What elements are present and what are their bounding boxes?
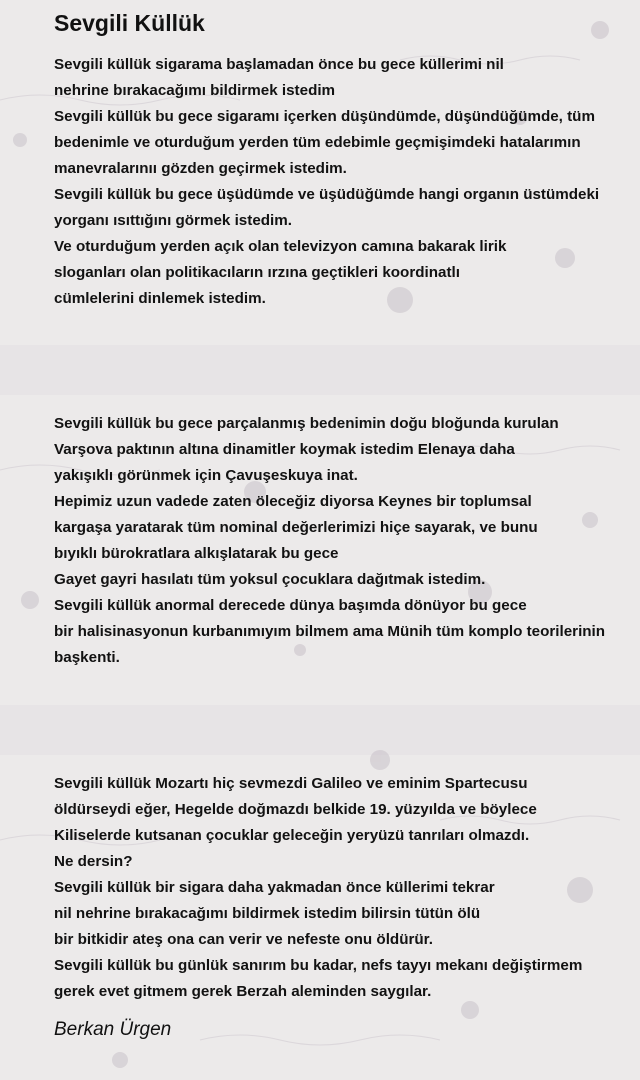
poem-line: Sevgili küllük bir sigara daha yakmadan önce küllerimi tekrar [54,879,495,896]
poem-line: yakışıklı görünmek için Çavuşeskuya inat. [54,467,358,484]
poem-line: sloganları olan politikacıların ırzına geçtikleri koordinatlı [54,264,460,281]
poem-line: öldürseydi eğer, Hegelde doğmazdı belkide 19. yüzyılda ve böylece [54,801,537,818]
poem-line: Sevgili küllük anormal derecede dünya başımda dönüyor bu gece [54,597,527,614]
poem-line: gerek evet gitmem gerek Berzah aleminden saygılar. [54,983,432,1000]
poem-line: Sevgili küllük bu gece parçalanmış bedenimin doğu bloğunda kurulan [54,415,559,432]
poem-line: Kiliselerde kutsanan çocuklar geleceğin yeryüzü tanrıları olmazdı. [54,827,530,844]
stanza-2 [54,411,605,671]
poem-line: bir bitkidir ateş ona can verir ve nefeste onu öldürür. [54,931,433,948]
stanza-1 [54,52,599,312]
poem-line: Varşova paktının altına dinamitler koymak istedim Elenaya daha [54,441,515,458]
poem-line: nehrine bırakacağımı bildirmek istedim [54,82,336,99]
poem-line: bedenimle ve oturduğum yerden tüm edebimle geçmişimdeki hatalarımın [54,134,581,151]
poem-line: Sevgili küllük Mozartı hiç sevmezdi Galileo ve eminim Spartecusu [54,775,528,792]
poem-line: bıyıklı bürokratlara alkışlatarak bu gece [54,545,339,562]
poem-line: nil nehrine bırakacağımı bildirmek istedim bilirsin tütün ölü [54,905,481,922]
stanza-3 [54,771,582,1005]
poem-line: cümlelerini dinlemek istedim. [54,290,266,307]
poem-line: Sevgili küllük bu gece sigaramı içerken düşündümde, düşündüğümde, tüm [54,108,595,125]
poem-title: Sevgili Küllük [54,10,205,36]
poem-line: Ve oturduğum yerden açık olan televizyon camına bakarak lirik [54,238,507,255]
poem-line: Sevgili küllük bu gece üşüdümde ve üşüdüğümde hangi organın üstümdeki [54,186,600,203]
poem-line: bir halisinasyonun kurbanımıyım bilmem ama Münih tüm komplo teorilerinin [54,623,606,640]
poem-line: yorganı ısıttığını görmek istedim. [54,212,292,229]
poem-line: Sevgili küllük sigarama başlamadan önce bu gece küllerimi nil [54,56,504,73]
poem-line: Ne dersin? [54,853,133,870]
poem-line: kargaşa yaratarak tüm nominal değerlerimizi hiçe sayarak, ve bunu [54,519,538,536]
poem-line: Sevgili küllük bu günlük sanırım bu kadar, nefs tayyı mekanı değiştirmem [54,957,583,974]
paper-band [0,345,640,395]
paper-band [0,705,640,755]
author-name: Berkan Ürgen [54,1019,172,1040]
poem-line: Gayet gayri hasılatı tüm yoksul çocuklara dağıtmak istedim. [54,571,486,588]
poem-line: manevralarınıı gözden geçirmek istedim. [54,160,347,177]
poem-line: Hepimiz uzun vadede zaten öleceğiz diyorsa Keynes bir toplumsal [54,493,532,510]
poem-line: başkenti. [54,649,120,666]
